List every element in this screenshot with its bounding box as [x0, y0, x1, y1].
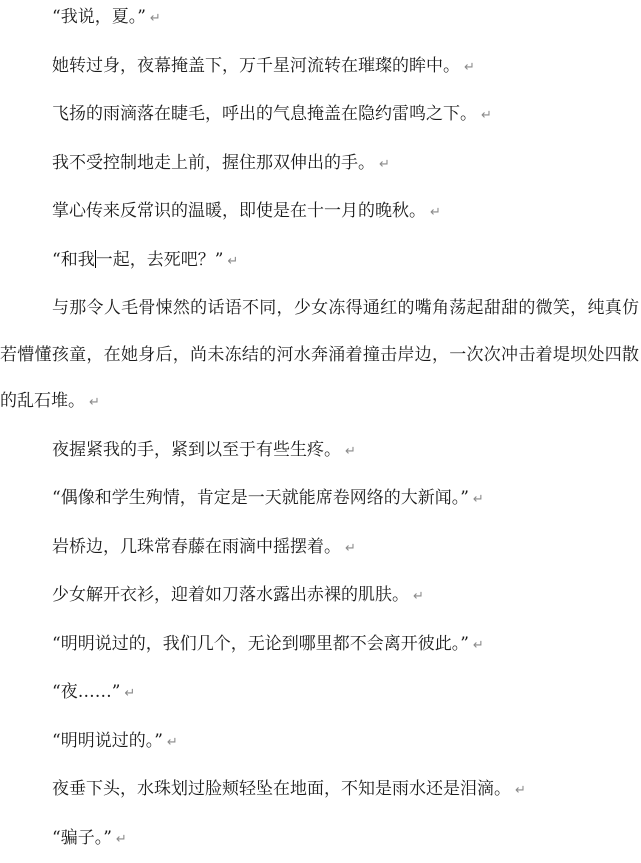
- paragraph-7[interactable]: [0, 285, 641, 427]
- paragraph-mark-icon: ↵: [227, 254, 238, 269]
- paragraph-text: “夜……”: [52, 682, 120, 702]
- paragraph-text: “偶像和学生殉情，肯定是一天就能席卷网络的大新闻。”: [52, 488, 469, 508]
- paragraph-9[interactable]: [0, 475, 641, 524]
- paragraph-5[interactable]: [0, 188, 641, 237]
- paragraph-10[interactable]: [0, 524, 641, 573]
- paragraph-mark-icon: ↵: [379, 157, 390, 172]
- paragraph-text: 与那令人毛骨悚然的话语不同，少女冻得通红的嘴角荡起甜甜的微笑，纯真仿若懵懂孩童，在她身后，尚未冻结的河水奔涌着撞击岸边，一次次冲击着堤坝处四散的乱石堆。: [0, 298, 639, 411]
- paragraph-text: 岩桥边，几珠常春藤在雨滴中摇摆着。: [52, 537, 341, 557]
- paragraph-mark-icon: ↵: [464, 60, 475, 75]
- paragraph-text: 我不受控制地走上前，握住那双伸出的手。: [52, 153, 375, 173]
- paragraph-text: “明明说过的。”: [52, 731, 163, 751]
- paragraph-8[interactable]: [0, 427, 641, 476]
- paragraph-mark-icon: ↵: [473, 638, 484, 653]
- paragraph-11[interactable]: [0, 572, 641, 621]
- paragraph-1[interactable]: [0, 0, 641, 43]
- paragraph-mark-icon: ↵: [150, 11, 161, 26]
- paragraph-mark-icon: ↵: [430, 205, 441, 220]
- paragraph-14[interactable]: [0, 718, 641, 767]
- paragraph-15[interactable]: [0, 766, 641, 815]
- paragraph-mark-icon: ↵: [515, 783, 526, 798]
- paragraph-2[interactable]: [0, 43, 641, 92]
- paragraph-mark-icon: ↵: [413, 589, 424, 604]
- paragraph-text: 夜垂下头，水珠划过脸颊轻坠在地面，不知是雨水还是泪滴。: [52, 779, 511, 799]
- paragraph-text: 她转过身，夜幕掩盖下，万千星河流转在璀璨的眸中。: [52, 56, 460, 76]
- paragraph-6[interactable]: [0, 237, 641, 286]
- paragraph-text-before-cursor: “和我: [52, 250, 95, 270]
- paragraph-13[interactable]: [0, 669, 641, 718]
- paragraph-16[interactable]: [0, 815, 641, 863]
- paragraph-mark-icon: ↵: [473, 492, 484, 507]
- paragraph-12[interactable]: [0, 621, 641, 670]
- paragraph-mark-icon: ↵: [116, 832, 127, 847]
- paragraph-mark-icon: ↵: [124, 686, 135, 701]
- paragraph-mark-icon: ↵: [89, 395, 100, 410]
- paragraph-text: “骗子。”: [52, 828, 112, 848]
- paragraph-text: 飞扬的雨滴落在睫毛，呼出的气息掩盖在隐约雷鸣之下。: [52, 104, 477, 124]
- paragraph-text-after-cursor: 一起，去死吧？”: [96, 250, 224, 270]
- paragraph-3[interactable]: [0, 91, 641, 140]
- paragraph-mark-icon: ↵: [345, 444, 356, 459]
- paragraph-text: “明明说过的，我们几个，无论到哪里都不会离开彼此。”: [52, 634, 469, 654]
- paragraph-text: 少女解开衣衫，迎着如刀落水露出赤裸的肌肤。: [52, 585, 409, 605]
- paragraph-text: 夜握紧我的手，紧到以至于有些生疼。: [52, 440, 341, 460]
- paragraph-mark-icon: ↵: [345, 541, 356, 556]
- paragraph-mark-icon: ↵: [167, 735, 178, 750]
- paragraph-text: 掌心传来反常识的温暖，即使是在十一月的晚秋。: [52, 201, 426, 221]
- paragraph-text: “我说，夏。”: [52, 7, 146, 27]
- paragraph-mark-icon: ↵: [481, 108, 492, 123]
- paragraph-4[interactable]: [0, 140, 641, 189]
